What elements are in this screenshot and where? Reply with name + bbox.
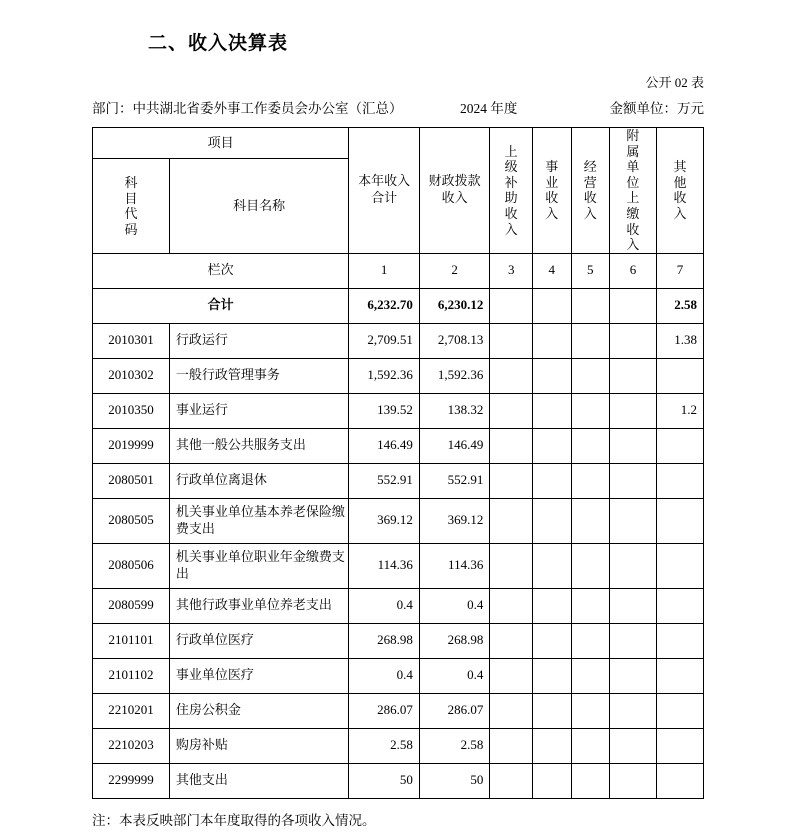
cell-fiscal: 2,708.13 (419, 323, 489, 358)
cell-career (533, 728, 571, 763)
cell-fiscal: 0.4 (419, 658, 489, 693)
total-label: 合计 (93, 288, 349, 323)
cell-name: 购房补贴 (169, 728, 348, 763)
cell-total: 2,709.51 (349, 323, 419, 358)
cell-fiscal: 50 (419, 763, 489, 798)
cell-career (533, 428, 571, 463)
cell-affiliate (609, 428, 656, 463)
cell-affiliate (609, 728, 656, 763)
cell-other (656, 358, 703, 393)
cell-career (533, 463, 571, 498)
cell-name: 其他支出 (169, 763, 348, 798)
cell-business (571, 358, 609, 393)
header-fiscal-appropriation: 财政拨款收入 (419, 128, 489, 254)
table-row (93, 428, 704, 463)
cell-affiliate (609, 463, 656, 498)
cell-fiscal: 286.07 (419, 693, 489, 728)
cell-superior (490, 693, 533, 728)
cell-superior (490, 463, 533, 498)
cell-business (571, 623, 609, 658)
cell-superior (490, 623, 533, 658)
cell-total: 552.91 (349, 463, 419, 498)
cell-superior (490, 393, 533, 428)
total-fiscal-appropriation: 6,230.12 (419, 288, 489, 323)
cell-other: 1.2 (656, 393, 703, 428)
header-superior-subsidy: 上级补助收入 (490, 128, 533, 254)
cell-superior (490, 358, 533, 393)
cell-affiliate (609, 623, 656, 658)
cell-fiscal: 114.36 (419, 543, 489, 588)
table-row (93, 543, 704, 588)
cell-code: 2010350 (93, 393, 170, 428)
cell-business (571, 543, 609, 588)
table-total-row (93, 288, 704, 323)
fiscal-year: 2024 年度 (460, 101, 518, 116)
header-affiliate-payment: 附属单位上缴收入 (609, 128, 656, 254)
department-label: 部门：中共湖北省委外事工作委员会办公室（汇总） (92, 101, 403, 116)
cell-affiliate (609, 323, 656, 358)
table-row (93, 728, 704, 763)
meta-line (0, 99, 796, 119)
cell-career (533, 358, 571, 393)
cell-code: 2080506 (93, 543, 170, 588)
cell-total: 139.52 (349, 393, 419, 428)
cell-other (656, 693, 703, 728)
header-career-income: 事业收入 (533, 128, 571, 254)
cell-total: 2.58 (349, 728, 419, 763)
cell-total: 1,592.36 (349, 358, 419, 393)
total-superior-subsidy (490, 288, 533, 323)
cell-superior (490, 763, 533, 798)
cell-business (571, 393, 609, 428)
cell-affiliate (609, 543, 656, 588)
table-note: 注：本表反映部门本年度取得的各项收入情况。 (92, 812, 376, 828)
total-career-income (533, 288, 571, 323)
cell-code: 2080501 (93, 463, 170, 498)
column-number-6: 6 (609, 253, 656, 288)
header-subject-code: 科目代码 (93, 159, 170, 253)
cell-other (656, 498, 703, 543)
cell-affiliate (609, 588, 656, 623)
cell-code: 2010302 (93, 358, 170, 393)
amount-unit: 金额单位：万元 (609, 101, 704, 116)
cell-name: 住房公积金 (169, 693, 348, 728)
cell-business (571, 323, 609, 358)
cell-total: 0.4 (349, 588, 419, 623)
table-row (93, 763, 704, 798)
cell-other: 1.38 (656, 323, 703, 358)
cell-total: 0.4 (349, 658, 419, 693)
cell-other (656, 763, 703, 798)
header-project: 项目 (93, 128, 349, 159)
cell-fiscal: 552.91 (419, 463, 489, 498)
cell-code: 2010301 (93, 323, 170, 358)
column-number-5: 5 (571, 253, 609, 288)
cell-business (571, 463, 609, 498)
cell-name: 行政单位离退休 (169, 463, 348, 498)
table-row (93, 323, 704, 358)
cell-affiliate (609, 763, 656, 798)
cell-code: 2101101 (93, 623, 170, 658)
cell-total: 286.07 (349, 693, 419, 728)
cell-career (533, 658, 571, 693)
table-row (93, 693, 704, 728)
cell-total: 146.49 (349, 428, 419, 463)
cell-other (656, 623, 703, 658)
cell-affiliate (609, 393, 656, 428)
total-total-income: 6,232.70 (349, 288, 419, 323)
table-row (93, 623, 704, 658)
cell-superior (490, 658, 533, 693)
table-column-number-row (93, 253, 704, 288)
table-row (93, 498, 704, 543)
table-row (93, 358, 704, 393)
cell-other (656, 543, 703, 588)
total-affiliate-payment (609, 288, 656, 323)
cell-name: 其他行政事业单位养老支出 (169, 588, 348, 623)
cell-code: 2101102 (93, 658, 170, 693)
cell-code: 2019999 (93, 428, 170, 463)
column-number-2: 2 (419, 253, 489, 288)
cell-name: 事业运行 (169, 393, 348, 428)
cell-code: 2080505 (93, 498, 170, 543)
cell-name: 行政运行 (169, 323, 348, 358)
cell-name: 一般行政管理事务 (169, 358, 348, 393)
cell-career (533, 763, 571, 798)
column-number-4: 4 (533, 253, 571, 288)
cell-fiscal: 268.98 (419, 623, 489, 658)
cell-superior (490, 323, 533, 358)
cell-business (571, 428, 609, 463)
cell-fiscal: 146.49 (419, 428, 489, 463)
cell-career (533, 588, 571, 623)
cell-business (571, 658, 609, 693)
column-number-7: 7 (656, 253, 703, 288)
cell-career (533, 623, 571, 658)
cell-superior (490, 588, 533, 623)
table-row (93, 393, 704, 428)
cell-affiliate (609, 498, 656, 543)
table-row (93, 463, 704, 498)
cell-business (571, 588, 609, 623)
public-number-row (0, 73, 796, 93)
header-business-income: 经营收入 (571, 128, 609, 254)
cell-career (533, 543, 571, 588)
table-header-group-row (93, 128, 704, 159)
cell-other (656, 463, 703, 498)
header-other-income: 其他收入 (656, 128, 703, 254)
cell-total: 369.12 (349, 498, 419, 543)
cell-fiscal: 0.4 (419, 588, 489, 623)
cell-fiscal: 369.12 (419, 498, 489, 543)
cell-career (533, 393, 571, 428)
cell-career (533, 323, 571, 358)
cell-fiscal: 138.32 (419, 393, 489, 428)
cell-other (656, 728, 703, 763)
header-subject-name: 科目名称 (169, 159, 348, 253)
cell-fiscal: 1,592.36 (419, 358, 489, 393)
cell-superior (490, 543, 533, 588)
table-row (93, 658, 704, 693)
column-number-1: 1 (349, 253, 419, 288)
public-number: 公开 02 表 (645, 75, 704, 90)
cell-total: 114.36 (349, 543, 419, 588)
cell-fiscal: 2.58 (419, 728, 489, 763)
cell-business (571, 763, 609, 798)
cell-other (656, 428, 703, 463)
table-row (93, 588, 704, 623)
cell-total: 50 (349, 763, 419, 798)
cell-name: 事业单位医疗 (169, 658, 348, 693)
cell-other (656, 658, 703, 693)
cell-business (571, 693, 609, 728)
income-final-accounts-table (92, 127, 704, 799)
cell-career (533, 693, 571, 728)
header-total-income: 本年收入合计 (349, 128, 419, 254)
cell-business (571, 728, 609, 763)
column-number-3: 3 (490, 253, 533, 288)
cell-affiliate (609, 358, 656, 393)
cell-code: 2210203 (93, 728, 170, 763)
cell-name: 其他一般公共服务支出 (169, 428, 348, 463)
cell-code: 2210201 (93, 693, 170, 728)
cell-superior (490, 428, 533, 463)
page-title: 二、收入决算表 (148, 33, 289, 54)
cell-affiliate (609, 658, 656, 693)
cell-name: 行政单位医疗 (169, 623, 348, 658)
cell-career (533, 498, 571, 543)
total-other-income: 2.58 (656, 288, 703, 323)
cell-other (656, 588, 703, 623)
column-number-label: 栏次 (93, 253, 349, 288)
cell-total: 268.98 (349, 623, 419, 658)
cell-superior (490, 728, 533, 763)
cell-code: 2299999 (93, 763, 170, 798)
cell-superior (490, 498, 533, 543)
cell-affiliate (609, 693, 656, 728)
total-business-income (571, 288, 609, 323)
cell-business (571, 498, 609, 543)
cell-name: 机关事业单位职业年金缴费支出 (169, 543, 348, 588)
cell-name: 机关事业单位基本养老保险缴费支出 (169, 498, 348, 543)
cell-code: 2080599 (93, 588, 170, 623)
